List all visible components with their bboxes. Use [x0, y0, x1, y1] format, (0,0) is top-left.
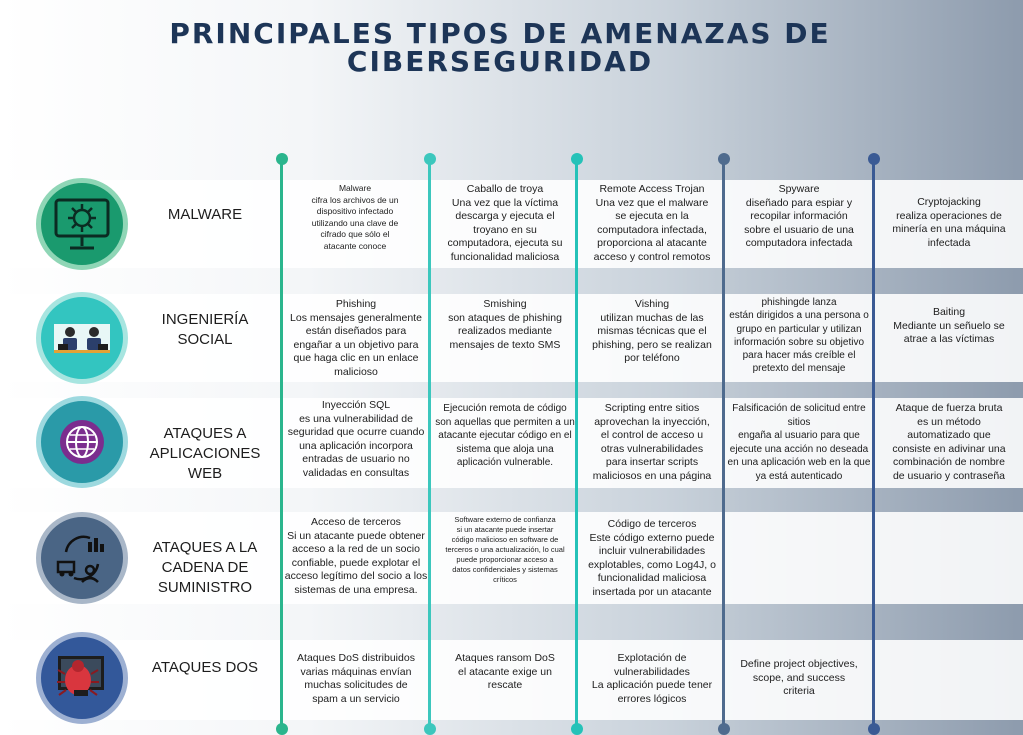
- cell-social-5: Baiting Mediante un señuelo se atrae a las víctimas: [893, 306, 1005, 345]
- cell-dos-1: Ataques DoS distribuidos varias máquinas envían muchas solicitudes de spam a un servicio: [297, 652, 415, 705]
- cell-malware-1: Malware cifra los archivos de un dispositivo infectado utilizando una clave de cifrado que sólo el atacante conoce: [311, 183, 399, 251]
- category-social-label: INGENIERÍA SOCIAL: [161, 311, 249, 348]
- column-dot-top-5: [868, 153, 880, 165]
- category-malware: [140, 195, 270, 235]
- column-dot-bottom-5: [868, 723, 880, 735]
- category-supply: [140, 532, 270, 604]
- title-line-2: CIBERSEGURIDAD: [346, 45, 654, 78]
- column-dot-top-4: [718, 153, 730, 165]
- category-supply-label: ATAQUES A LA CADENA DE SUMINISTRO: [152, 539, 258, 596]
- cell-dos-3: Explotación de vulnerabilidades La aplicación puede tener errores lógicos: [591, 652, 713, 705]
- category-dos-label: ATAQUES DOS: [151, 659, 259, 676]
- cell-web-4: Falsificación de solicitud entre sitios engaña al usuario para que ejecute una acción no deseada en una aplicación web en la que ya está autenticado: [727, 403, 871, 482]
- column-dot-top-2: [424, 153, 436, 165]
- category-web-label: ATAQUES A APLICACIONES WEB: [149, 425, 261, 482]
- cell-malware-5: Cryptojacking realiza operaciones de minería en una máquina infectada: [892, 196, 1006, 249]
- cell-social-3: Vishing utilizan muchas de las mismas técnicas que el phishing, pero se realizan por teléfono: [592, 298, 712, 364]
- column-dot-top-3: [571, 153, 583, 165]
- cell-supply-1: Acceso de terceros Si un atacante puede obtener acceso a la red de un socio confiable, puede explotar el acceso legítimo del socio a los sistemas de una empresa.: [284, 516, 428, 596]
- cell-web-1: Inyección SQL es una vulnerabilidad de seguridad que ocurre cuando una aplicación incorpora entradas de usuario no validadas en consultas: [287, 399, 425, 479]
- cell-web-3: Scripting entre sitios aprovechan la inyección, el control de acceso u otras vulnerabilidades para insertar scripts maliciosos en una página: [592, 402, 712, 482]
- category-social: [140, 300, 270, 360]
- column-dot-bottom-3: [571, 723, 583, 735]
- cell-dos-2: Ataques ransom DoS el atacante exige un rescate: [455, 652, 555, 691]
- cell-social-4: phishingde lanza están dirigidos a una persona o grupo en particular y utilizan información sobre su objetivo para hacer más creíble el pretexto del mensaje: [729, 297, 869, 375]
- cell-supply-3: Código de terceros Este código externo puede incluir vulnerabilidades explotables, como Log4J, o funcionalidad maliciosa insertada por un atacante: [588, 518, 716, 598]
- cell-malware-2: Caballo de troya Una vez que la víctima descarga y ejecuta el troyano en su computadora, ejecuta su funcionalidad maliciosa: [447, 183, 563, 263]
- category-malware-label: MALWARE: [167, 206, 243, 223]
- virus-monitor-icon: [36, 178, 128, 270]
- people-computers-icon: [36, 292, 128, 384]
- category-web: [140, 418, 270, 490]
- title-line-1: PRINCIPALES TIPOS DE AMENAZAS DE: [169, 17, 831, 50]
- column-dot-bottom-4: [718, 723, 730, 735]
- cell-malware-4: Spyware diseñado para espiar y recopilar información sobre el usuario de una computadora infectada: [744, 183, 854, 249]
- cell-malware-3: Remote Access Trojan Una vez que el malware se ejecuta en la computadora infectada, proporciona al atacante acceso y control remotos: [593, 183, 711, 263]
- supply-chain-icon: [36, 512, 128, 604]
- category-dos: [140, 650, 270, 686]
- cell-social-2: Smishing son ataques de phishing realizados mediante mensajes de texto SMS: [448, 298, 562, 351]
- column-dot-top-1: [276, 153, 288, 165]
- bug-monitor-icon: [36, 632, 128, 724]
- cell-dos-4: Define project objectives, scope, and success criteria: [740, 658, 858, 697]
- cell-web-2: Ejecución remota de código son aquellas que permiten a un atacante ejecutar código en el sistema que aloja una aplicación vulnerable.: [435, 403, 575, 468]
- cell-web-5: Ataque de fuerza bruta es un método automatizado que consiste en adivinar una combinación de nombre de usuario y contraseña: [892, 402, 1006, 482]
- cell-supply-2: Software externo de confianza si un atacante puede insertar código malicioso en software de terceros o una actualización, lo cual puede proporcionar acceso a datos confidenciales y sistemas críticos: [445, 515, 565, 584]
- column-dot-bottom-1: [276, 723, 288, 735]
- cell-social-1: Phishing Los mensajes generalmente están diseñados para engañar a un objetivo para que haga clic en un enlace malicioso: [290, 298, 422, 378]
- page-title: [150, 17, 850, 78]
- column-dot-bottom-2: [424, 723, 436, 735]
- globe-icon: [36, 396, 128, 488]
